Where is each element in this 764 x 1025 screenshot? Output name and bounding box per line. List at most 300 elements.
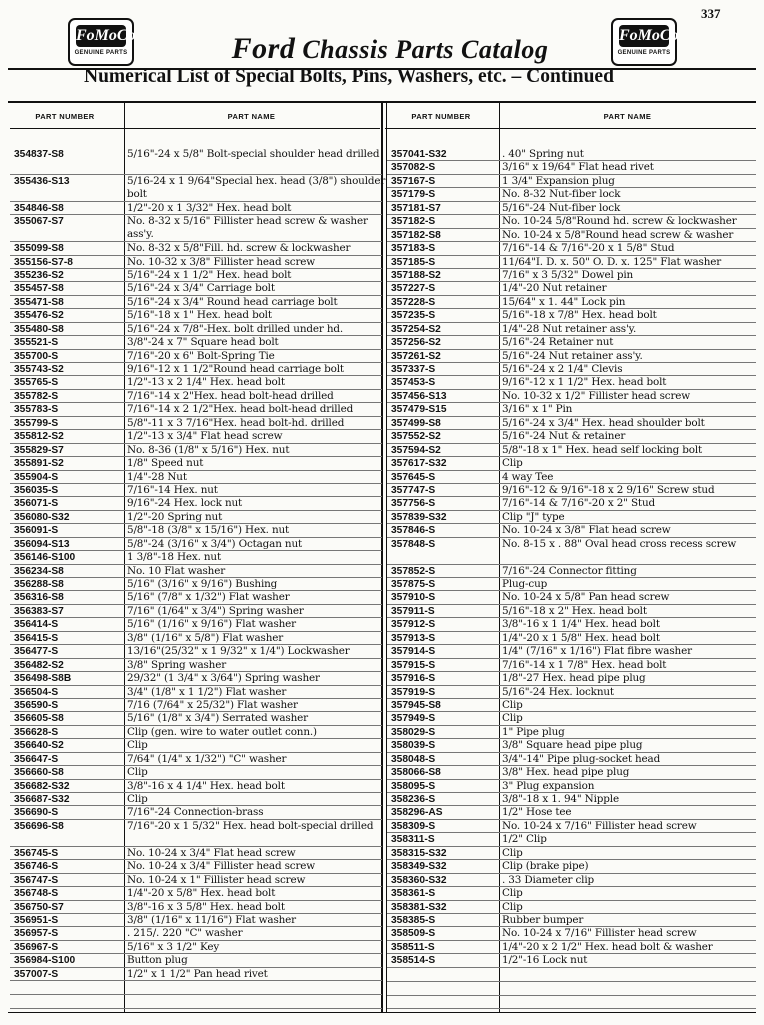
table-row [387,148,756,161]
part-name: 15/64" x 1. 44" Lock pin [502,295,626,308]
part-name: 5/8"-18 x 1" Hex. head self locking bolt [502,443,703,456]
part-name: 7/16"-14 & 7/16"-20 x 1 5/8" Stud [502,242,675,255]
part-number: 357181-S7 [391,202,441,214]
part-number: 355700-S [14,350,59,362]
part-number: 357228-S [391,296,436,308]
table-row [387,188,756,201]
table-row [10,860,382,873]
part-number: 357915-S [391,659,436,671]
part-number: 358315-S32 [391,847,447,859]
part-name: 1/4" (7/16" x 1/16") Flat fibre washer [502,645,692,658]
part-number: 356383-S7 [14,605,64,617]
table-row [387,497,756,510]
table-row [387,471,756,484]
part-name: 5/16"-18 x 1" Hex. head bolt [127,309,272,322]
part-name: 13/16"(25/32" x 1 9/32" x 1/4") Lockwasher [127,645,350,658]
part-number: 358514-S [391,955,436,967]
table-row [387,901,756,914]
table-row [10,296,382,309]
catalog-title [190,32,590,66]
blank-row-rule [387,981,756,982]
table-row [387,403,756,416]
page-number: 337 [701,6,721,21]
part-number: 357082-S [391,162,436,174]
part-number: 356750-S7 [14,901,64,913]
table-row [10,672,382,685]
table-row [10,444,382,457]
part-name: 5/16"-24 Retainer nut [502,336,614,349]
part-name: 1/2"-20 Spring nut [127,510,223,523]
table-row [10,336,382,349]
part-name: 3/16" x 1" Pin [502,403,573,416]
table-row [10,659,382,672]
left-header-part-name: PART NAME [227,112,276,121]
part-name: 7/16"-24 Connector fitting [502,564,637,577]
part-name: 5/16" (7/8" x 1/32") Flat washer [127,591,290,604]
table-row [10,618,382,631]
blank-row-rule [10,1008,382,1009]
table-bottom-rule [8,1012,756,1013]
part-number: 357916-S [391,673,436,685]
part-number: 357852-S [391,565,436,577]
part-number: 354846-S8 [14,202,64,214]
part-name: 9/16"-12 & 9/16"-18 x 2 9/16" Screw stud [502,483,715,496]
part-name: 3/4" (1/8" x 1 1/2") Flat washer [127,685,287,698]
table-row [387,215,756,228]
part-name: 5/16"-24 x 5/8" Bolt-special shoulder head drilled [127,148,380,160]
part-name: 1 3/4" Expansion plug [502,174,615,187]
part-name: 5/16"-24 Nut-fiber lock [502,201,621,214]
part-number: 358309-S [391,820,436,832]
part-name: No. 10-32 x 3/8" Fillister head screw [127,255,316,268]
part-number: 356640-S2 [14,740,64,752]
table-row [10,968,382,981]
part-number: 357914-S [391,646,436,658]
part-name: 5/16"-24 x 3/4" Round head carriage bolt [127,295,338,308]
table-row [387,457,756,470]
part-number: 357227-S [391,283,436,295]
table-row [10,471,382,484]
part-name: 11/64"I. D. x. 50" O. D. x. 125" Flat washer [502,255,722,268]
part-number: 357235-S [391,310,436,322]
fomoco-logo-left [68,18,134,66]
part-name: 7/16"-14 x 1 7/8" Hex. head bolt [502,658,667,671]
part-name: 7/16" x 3 5/32" Dowel pin [502,268,634,281]
part-number: 355457-S8 [14,283,64,295]
part-name: 5/16" (1/8" x 3/4") Serrated washer [127,712,308,725]
table-row [10,565,382,578]
part-name: 7/16"-20 x 1 5/32" Hex. head bolt-special drilled [127,819,374,832]
part-number: 355480-S8 [14,323,64,335]
part-number: 356094-S13 [14,538,70,550]
table-row [387,739,756,752]
part-name: 3/8" Square head pipe plug [502,739,643,752]
part-name: No. 10-24 x 3/4" Fillister head screw [127,860,316,873]
part-name: 5/16-24 x 1 9/64"Special hex. head (3/8") shoulder bolt [127,174,389,200]
part-name: 7/16" (1/64" x 3/4") Spring washer [127,604,304,617]
blank-row-rule [387,995,756,996]
part-number: 357185-S [391,256,436,268]
part-name: 29/32" (1 3/4" x 3/64") Spring washer [127,672,320,685]
table-row [10,887,382,900]
right-header-part-name: PART NAME [603,112,652,121]
table-row [10,605,382,618]
part-number: 356951-S [14,914,59,926]
table-row [10,484,382,497]
part-name: Clip [502,712,523,725]
part-number: 357594-S2 [391,444,441,456]
blank-row-rule [387,1008,756,1009]
table-row [387,309,756,322]
part-name: No. 10-24 x 5/8"Round head screw & washer [502,228,734,241]
part-name: 5/16"-24 Nut & retainer [502,430,626,443]
part-number: 356035-S [14,484,59,496]
part-name: 5/8"-11 x 3 7/16"Hex. head bolt-hd. drilled [127,416,345,429]
part-number: 356696-S8 [14,820,64,832]
part-number: 355099-S8 [14,243,64,255]
part-name: 1/4"-20 x 5/8" Hex. head bolt [127,887,276,900]
table-row [387,161,756,174]
table-row [387,336,756,349]
left-parts-list [10,148,389,981]
right-parts-list [387,148,756,968]
table-row [10,551,382,564]
part-number: 356690-S [14,807,59,819]
table-row [387,444,756,457]
part-name: 3/8"-16 x 4 1/4" Hex. head bolt [127,779,285,792]
table-row [10,524,382,537]
table-row [387,202,756,215]
part-name: 7/64" (1/4" x 1/32") "C" washer [127,752,287,765]
table-row [387,780,756,793]
part-name: 3/4"-14" Pipe plug-socket head [502,752,661,765]
part-number: 356504-S [14,686,59,698]
table-row [387,363,756,376]
catalog-brand: Ford [231,32,296,65]
part-number: 357875-S [391,579,436,590]
part-number: 357910-S [391,592,436,604]
table-row [387,806,756,819]
part-number: 356590-S [14,699,59,711]
table-row [387,887,756,900]
part-name: 3/8" Spring washer [127,658,227,671]
part-name: 3" Plug expansion [502,779,595,792]
part-number: 357499-S8 [391,417,441,429]
left-header-rule [10,128,380,129]
part-name: Clip [502,457,523,470]
table-row [10,202,382,215]
part-number: 356747-S [14,874,59,886]
part-name: No. 10-24 5/8"Round hd. screw & lockwasher [502,215,737,228]
part-number: 357041-S32 [391,149,447,160]
part-name: Clip [502,887,523,900]
table-row [387,376,756,389]
table-row [387,847,756,860]
part-number: 357945-S8 [391,699,441,711]
part-name: No. 10-24 x 3/4" Flat head screw [127,846,296,859]
part-number: 356146-S100 [14,552,76,564]
table-row [387,820,756,833]
part-number: 357747-S [391,484,436,496]
part-number: 357846-S [391,525,436,537]
part-name: 7/16"-14 Hex. nut [127,483,218,496]
part-name: No. 10-24 x 3/8" Flat head screw [502,524,671,537]
table-row [10,350,382,363]
part-name: No. 10-24 x 1" Fillister head screw [127,873,306,886]
part-number: 357479-S15 [391,404,447,416]
part-number: 357949-S [391,713,436,725]
part-name: 3/8"-24 x 7" Square head bolt [127,336,279,349]
part-number: 355799-S [14,417,59,429]
table-row [387,350,756,363]
part-number: 356482-S2 [14,659,64,671]
part-number: 356234-S8 [14,565,64,577]
part-name: Clip [502,846,523,859]
part-name: 3/8" Hex. head pipe plug [502,766,630,779]
table-row [10,363,382,376]
table-row [10,538,382,551]
part-name: Clip [502,698,523,711]
table-row [387,954,756,967]
part-name: 4 way Tee [502,470,554,483]
part-number: 358029-S [391,726,436,738]
table-row [387,726,756,739]
part-name: 1/4"-20 x 2 1/2" Hex. head bolt & washer [502,940,713,953]
part-name: No. 10-24 x 7/16" Fillister head screw [502,819,697,832]
table-row [387,672,756,685]
part-number: 358236-S [391,794,436,805]
part-name: Clip "J" type [502,510,565,523]
part-number: 357256-S2 [391,337,441,349]
part-number: 357179-S [391,189,436,201]
table-row [10,497,382,510]
part-number: 356746-S [14,861,59,873]
table-row [10,430,382,443]
part-number: 356687-S32 [14,794,70,805]
part-name: 1" Pipe plug [502,725,565,738]
part-name: Plug-cup [502,578,548,590]
part-number: 358360-S32 [391,874,447,886]
part-name: 5/16" (3/16" x 9/16") Bushing [127,578,278,590]
part-number: 357645-S [391,471,436,483]
part-name: 1/4"-28 Nut retainer ass'y. [502,322,637,335]
table-row [387,712,756,725]
part-number: 356316-S8 [14,592,64,604]
table-row [10,806,382,819]
part-name: 1/4"-20 x 1 5/8" Hex. head bolt [502,631,660,644]
part-name: Clip (brake pipe) [502,860,589,873]
part-number: 356605-S8 [14,713,64,725]
part-number: 357182-S [391,216,436,228]
part-number: 356957-S [14,928,59,940]
part-name: 5/16"-24 x 7/8"-Hex. bolt drilled under hd. [127,322,344,335]
part-name: Clip [127,793,148,805]
part-number: 355782-S [14,390,59,402]
table-row [387,591,756,604]
table-row [10,954,382,967]
part-number: 355521-S [14,337,59,349]
part-name: No. 8-36 (1/8" x 5/16") Hex. nut [127,443,290,456]
table-row [387,941,756,954]
table-row [387,538,756,565]
part-number: 358511-S [391,941,435,953]
part-name: Clip (gen. wire to water outlet conn.) [127,725,317,738]
part-name: 3/8"-18 x 1. 94" Nipple [502,793,619,805]
part-name: 1/2" x 1 1/2" Pan head rivet [127,967,268,980]
table-row [387,793,756,806]
part-name: 3/8"-16 x 1 1/4" Hex. head bolt [502,618,660,631]
part-name: 1/8"-27 Hex. head pipe plug [502,672,646,685]
part-number: 355067-S7 [14,216,64,228]
part-name: No. 10-32 x 1/2" Fillister head screw [502,389,691,402]
table-row [10,269,382,282]
fomoco-logo-right [611,18,677,66]
catalog-title-text: Chassis Parts Catalog [302,35,549,64]
part-number: 355904-S [14,471,59,483]
table-row [10,699,382,712]
part-number: 358385-S [391,914,436,926]
blank-row-rule [10,994,382,995]
part-name: Clip [127,766,148,779]
part-name: 1/2" Clip [502,833,547,846]
table-row [10,457,382,470]
part-name: 5/16" (1/16" x 9/16") Flat washer [127,618,297,631]
table-row [10,847,382,860]
part-number: 355783-S [14,404,59,416]
part-name: 5/16"-24 x 2 1/4" Clevis [502,363,623,375]
table-row [10,215,382,242]
part-name: No. 10 Flat washer [127,564,226,577]
part-name: 5/16"-24 Hex. locknut [502,685,614,698]
table-row [387,578,756,591]
part-number: 356091-S [14,525,59,537]
table-row [387,565,756,578]
table-row [387,632,756,645]
part-number: 356682-S32 [14,780,70,792]
table-row [387,229,756,242]
part-number: 355471-S8 [14,296,64,308]
part-name: 9/16"-24 Hex. lock nut [127,497,243,510]
part-number: 358311-S [391,834,435,846]
table-row [10,511,382,524]
part-name: 1/2" Hose tee [502,806,572,819]
part-number: 357913-S [391,632,436,644]
part-number: 358039-S [391,740,436,752]
part-number: 358509-S [391,928,436,940]
part-number: 355891-S2 [14,458,64,470]
part-number: 356660-S8 [14,767,64,779]
part-number: 355812-S2 [14,431,64,443]
part-name: 7/16"-20 x 6" Bolt-Spring Tie [127,349,275,362]
table-row [10,927,382,940]
table-row [387,927,756,940]
table-row [10,793,382,806]
part-name: 3/8" (1/16" x 11/16") Flat washer [127,913,297,926]
part-name: 1 3/8"-18 Hex. nut [127,551,221,564]
table-row [10,914,382,927]
part-number: 357337-S [391,364,436,375]
part-number: 357007-S [14,968,59,980]
part-name: 5/16"-24 x 3/4" Carriage bolt [127,282,275,295]
right-header-rule [385,128,756,129]
table-row [387,659,756,672]
part-name: . 40" Spring nut [502,148,584,160]
table-row [387,753,756,766]
part-name: . 215/. 220 "C" washer [127,927,243,940]
table-row [387,296,756,309]
logo-brand: FoMoCo [76,25,126,47]
table-row [10,874,382,887]
table-row [387,645,756,658]
part-number: 357261-S2 [391,350,441,362]
part-number: 356647-S [14,753,59,765]
table-row [10,390,382,403]
table-row [387,242,756,255]
logo-tagline: GENUINE PARTS [74,50,128,56]
table-row [10,753,382,766]
logo-brand: FoMoCo [619,25,669,47]
table-row [387,860,756,873]
table-row [10,417,382,430]
table-row [387,524,756,537]
part-name: 1/2"-13 x 2 1/4" Hex. head bolt [127,376,285,389]
part-name: Clip [502,900,523,913]
table-row [387,605,756,618]
table-row [10,174,389,202]
part-number: 355156-S7-8 [14,256,73,268]
part-name: 1/2"-13 x 3/4" Flat head screw [127,430,283,443]
part-number: 357756-S [391,498,436,510]
table-row [387,417,756,430]
part-number: 357919-S [391,686,436,698]
logo-tagline: GENUINE PARTS [617,50,671,56]
part-name: 5/16"-24 x 1 1/2" Hex. head bolt [127,268,292,281]
part-number: 357167-S [391,175,436,187]
part-number: 358095-S [391,780,436,792]
part-number: 358349-S32 [391,861,447,873]
left-header-part-number: PART NUMBER [35,112,95,121]
table-row [387,484,756,497]
table-row [10,403,382,416]
table-row [387,914,756,927]
part-number: 357848-S [391,538,436,550]
part-number: 358296-AS [391,807,443,819]
part-number: 358066-S8 [391,767,441,779]
part-number: 357617-S32 [391,458,447,470]
part-number: 355476-S2 [14,310,64,322]
table-row [387,269,756,282]
part-number: 357456-S13 [391,390,447,402]
part-name: 9/16"-12 x 1 1/2"Round head carriage bolt [127,363,344,375]
part-name: 1/4"-28 Nut [127,470,187,483]
table-row [10,282,382,295]
part-name: No. 8-32 x 5/16" Fillister head screw & washer ass'y. [127,215,371,241]
part-name: 7/16"-24 Connection-brass [127,806,264,819]
part-number: 356071-S [14,498,59,510]
part-number: 356984-S100 [14,955,76,967]
part-number: 357182-S8 [391,229,441,241]
part-number: 354837-S8 [14,149,64,160]
table-row [10,645,382,658]
right-header-part-number: PART NUMBER [411,112,471,121]
table-row [10,766,382,779]
part-name: 7/16"-14 & 7/16"-20 x 2" Stud [502,497,655,510]
table-row [10,242,382,255]
part-name: No. 8-15 x . 88" Oval head cross recess screw [502,537,737,550]
part-number: 357911-S [391,605,435,617]
part-number: 356748-S [14,888,59,900]
part-name: 5/16"-18 x 2" Hex. head bolt [502,604,647,617]
